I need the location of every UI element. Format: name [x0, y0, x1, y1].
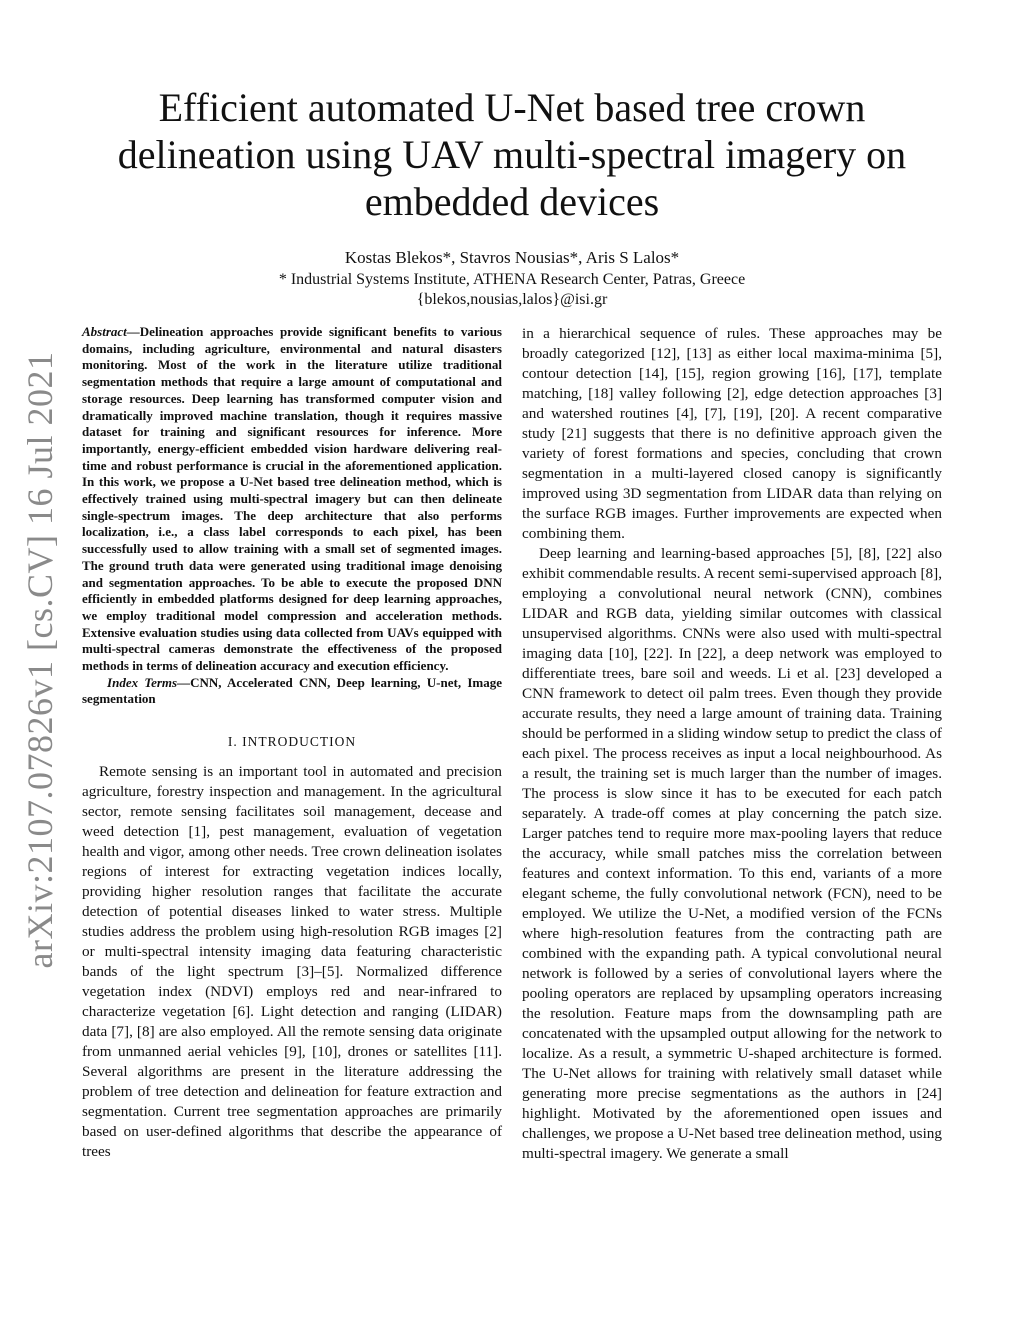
paper-title: Efficient automated U-Net based tree crown delineation using UAV multi-spectral imagery on embedded devices [117, 85, 907, 224]
abstract-text: Delineation approaches provide significant benefits to various domains, including agriculture, environmental and natural disasters monitoring. Most of the work in the literature utilize traditional segmentation methods that require a large amount of computational and storage resources. Deep learning has transformed computer vision and dramatically improved machine translation, though it requires massive dataset for training and significant resources for inference. More importantly, energy-efficient embedded vision hardware delivering real-time and robust performance is crucial in the aforementioned application. In this work, we propose a U-Net based tree delineation method, which is effectively trained using multi-spectral imagery but can then delineate single-spectrum images. The deep architecture that also performs localization, i.e., a class label corresponds to each pixel, has been successfully used to allow training with a small set of segmented images. The ground truth data were generated using traditional image denoising and segmentation approaches. To be able to execute the proposed DNN efficiently in embedded platforms designed for deep learning approaches, we employ traditional model compression and acceleration methods. Extensive evaluation studies using data collected from UAVs equipped with multi-spectral cameras demonstrate the effectiveness of the proposed methods in terms of delineation accuracy and execution efficiency. [82, 324, 502, 674]
index-terms [82, 675, 502, 708]
intro-paragraph-2: Deep learning and learning-based approaches [5], [8], [22] also exhibit commendable results. A recent semi-supervised approach [8], employing a convolutional neural network (CNN), combines LIDAR and RGB data, yielding similar outcomes with classical unsupervised algorithms. CNNs were also used with multi-spectral imaging data [10], [22]. In [22], a deep network was employed to differentiate trees, bare soil and weeds. Li et al. [23] developed a CNN framework to detect oil palm trees. Even though they provide accurate results, they need a large amount of training data. Training should be performed in a sliding window setup to predict the class of each pixel. The process receives as input a local neighbourhood. As a result, the training set is much larger than the number of images. The process is slow since it has to be executed for each patch separately. A trade-off comes at play concerning the patch size. Larger patches tend to require more max-pooling layers that reduce the accuracy, while small patches miss the correlation between features and context information. To this end, variants of a more elegant scheme, the fully convolutional network (FCN), need to be employed. We utilize the U-Net, a modified version of the FCNs where high-resolution features from the contracting path are combined with the expanding path. A typical convolutional neural network is followed by a series of convolutional layers where the pooling operators are replaced by upsampling operators increasing the resolution. Feature maps from the downsampling path are concatenated with the upsampled output allowing for the network to localize. As a result, a symmetric U-shaped architecture is formed. The U-Net allows for training with relatively small dataset while generating more precise segmentations as the authors in [24] highlight. Motivated by the aforementioned open issues and challenges, we propose a U-Net based tree delineation method, using multi-spectral imagery. We generate a small [522, 545, 942, 1162]
left-column [82, 324, 502, 1162]
right-column [522, 324, 942, 1164]
arxiv-identifier [10, 351, 70, 969]
abstract [82, 324, 502, 675]
author-list: Kostas Blekos*, Stavros Nousias*, Aris S Lalos* [344, 248, 680, 267]
intro-paragraph-1-continued: in a hierarchical sequence of rules. These approaches may be broadly categorized [12], [13] as either local maxima-minima [5], contour detection [14], [15], region growing [16], [17], template matching, [18] valley following [2], edge detection approaches [3] and watershed routines [4], [7], [19], [20]. A recent comparative study [21] suggests that there is no definitive approach given the variety of forest formations and species, concluding that crown segmentation in a multi-layered closed canopy is significantly improved using 3D segmentation from LIDAR data than relying on the surface RGB images. Further improvements are expected when combining them. [522, 325, 942, 542]
arxiv-identifier-text: arXiv:2107.07826v1 [cs.CV] 16 Jul 2021 [20, 351, 60, 969]
affiliation: * Industrial Systems Institute, ATHENA Research Center, Patras, Greece [278, 271, 746, 288]
author-email: {blekos,nousias,lalos}@isi.gr [416, 291, 608, 308]
index-terms-text: CNN, Accelerated CNN, Deep learning, U-net, Image segmentation [82, 674, 502, 707]
intro-paragraph-1: Remote sensing is an important tool in automated and precision agriculture, forestry inspection and management. In the agricultural sector, remote sensing facilitates soil management, decease and weed detection [1], pest management, evaluation of vegetation health and vigor, among other needs. Tree crown delineation isolates regions of interest for extracting vegetation indices locally, providing higher resolution ranges that facilitate the accurate detection of potential diseases linked to water stress. Multiple studies address the problem using high-resolution RGB images [2] or multi-spectral intensity imaging data featuring characteristic bands of the light spectrum [3]–[5]. Normalized difference vegetation index (NDVI) employs red and near-infrared to characterize vegetation [6]. Light detection and ranging (LIDAR) data [7], [8] are also employed. All the remote sensing data originate from unmanned aerial vehicles [9], [10], drones or satellites [11]. Several algorithms are present in the literature addressing the problem of tree detection and delineation for feature extraction and segmentation. Current tree segmentation approaches are primarily based on user-defined algorithms that describe the appearance of trees [82, 763, 502, 1161]
abstract-label: Abstract— [82, 324, 140, 339]
section-heading-introduction: I. INTRODUCTION [227, 734, 357, 750]
index-terms-label: Index Terms— [107, 674, 191, 690]
